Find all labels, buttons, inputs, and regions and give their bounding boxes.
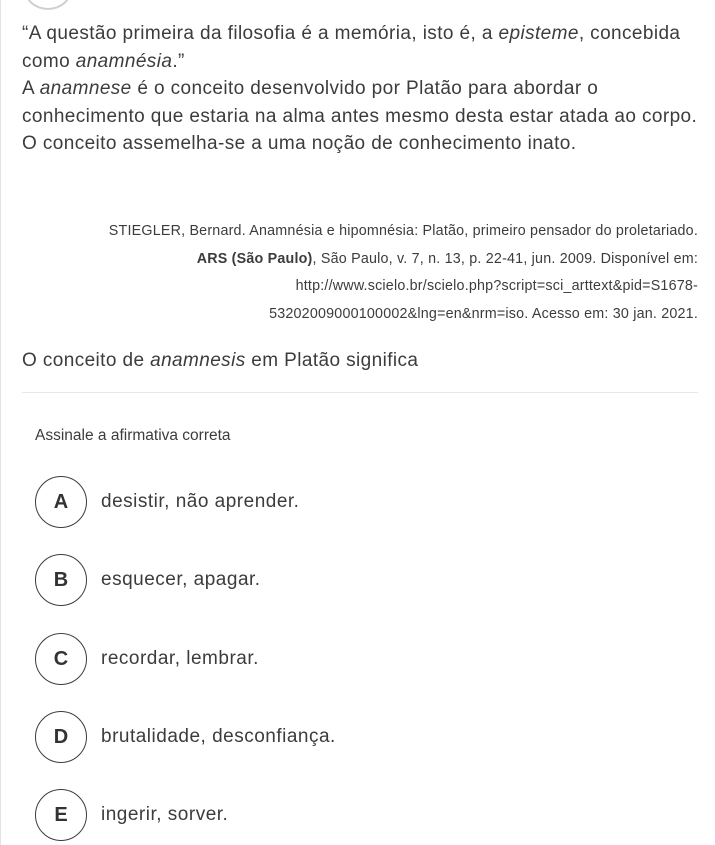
option-a-text[interactable]: desistir, não aprender. xyxy=(101,491,300,512)
quote-emphasis-anamnesia: anamnésia xyxy=(75,50,173,72)
citation-journal: ARS (São Paulo) xyxy=(196,250,313,267)
previous-option-badge[interactable] xyxy=(24,0,72,10)
divider xyxy=(22,392,698,393)
option-e-badge[interactable]: E xyxy=(35,789,87,841)
citation-line-2 xyxy=(18,246,698,274)
context-paragraph xyxy=(22,75,698,158)
option-b[interactable] xyxy=(35,554,261,606)
option-d[interactable] xyxy=(35,711,336,763)
citation-url-2: 53202009000100002&lng=en&nrm=iso. Acesso em: 30 jan. 2021. xyxy=(269,305,698,322)
question-stem xyxy=(22,20,698,158)
context-text: A xyxy=(22,78,40,99)
option-d-text[interactable]: brutalidade, desconfiança. xyxy=(101,726,336,747)
quote-paragraph xyxy=(22,20,698,75)
instruction: Assinale a afirmativa correta xyxy=(35,427,231,444)
left-border xyxy=(0,0,1,845)
quote-text-end: .” xyxy=(172,50,185,72)
question-suffix: em Platão significa xyxy=(245,350,419,371)
option-c[interactable] xyxy=(35,633,259,685)
quote-emphasis-episteme: episteme xyxy=(498,23,579,44)
option-c-badge[interactable]: C xyxy=(35,633,87,685)
option-e-text[interactable]: ingerir, sorver. xyxy=(101,804,229,825)
option-c-text[interactable]: recordar, lembrar. xyxy=(101,648,259,669)
question-text xyxy=(22,350,418,372)
citation-url-1: http://www.scielo.br/scielo.php?script=sci_arttext&pid=S1678- xyxy=(295,278,698,294)
option-a-badge[interactable]: A xyxy=(35,476,87,528)
option-e[interactable] xyxy=(35,789,228,841)
context-text-rest: é o conceito desenvolvido por Platão para abordar o conhecimento que estaria na alma antes mesmo desta estar atada ao corpo. O conceito assemelha-se a uma noção de conhecimento inato. xyxy=(22,78,698,154)
question-emphasis: anamnesis xyxy=(150,350,246,371)
citation xyxy=(18,218,698,328)
context-emphasis-anamnese: anamnese xyxy=(39,78,132,99)
question-prefix: O conceito de xyxy=(22,350,151,371)
quote-text: “A questão primeira da filosofia é a memória, isto é, a xyxy=(22,23,499,44)
option-d-badge[interactable]: D xyxy=(35,711,87,763)
citation-line-1: STIEGLER, Bernard. Anamnésia e hipomnésia: Platão, primeiro pensador do proletariado. xyxy=(108,223,698,239)
option-b-text[interactable]: esquecer, apagar. xyxy=(101,569,261,590)
option-b-badge[interactable]: B xyxy=(35,554,87,606)
option-a[interactable] xyxy=(35,476,299,528)
citation-details: , São Paulo, v. 7, n. 13, p. 22-41, jun. 2009. Disponível em: xyxy=(312,250,698,267)
quote-text-mid: , concebida como xyxy=(22,23,681,72)
